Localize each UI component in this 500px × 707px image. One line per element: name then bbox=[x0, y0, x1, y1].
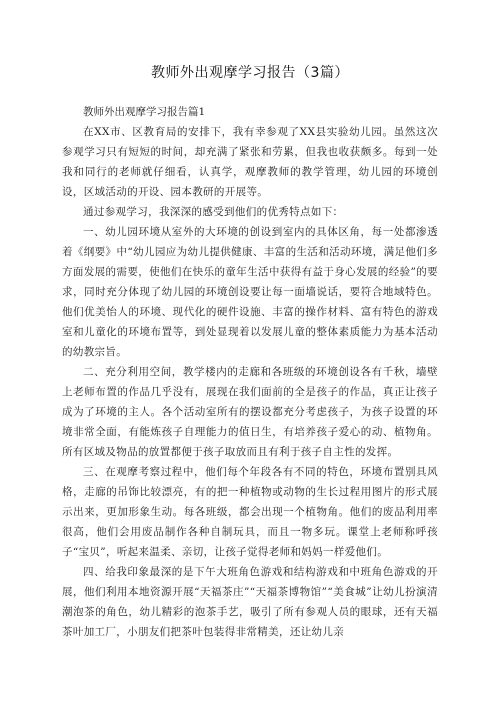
paragraph-point-4: 四、给我印象最深的是下午大班角色游戏和结构游戏和中班角色游戏的开展，他们利用本地资源开展“天福茶庄”“天福茶博物馆”“美食城”让幼儿扮演清潮泡茶的角色，幼儿精彩的泡茶手艺，吸引了所有参观人员的眼球，还有天福茶叶加工厂，小朋友们把茶叶包装得非常精美，还让幼儿亲 bbox=[62, 566, 438, 638]
paragraph-summary: 通过参观学习，我深深的感受到他们的优秀特点如下： bbox=[83, 206, 344, 218]
paragraph-intro: 在XX市、区教育局的安排下，我有幸参观了XX县实验幼儿园。虽然这次参观学习只有短短的时间，却充满了紧张和劳累，但我也收获颇多。每到一处我和同行的老师就仔细看，认真学，观摩教师的教学管理，幼儿园的环境创设，区域活动的开设、园本教研的开展等。 bbox=[62, 126, 438, 198]
section-subtitle: 教师外出观摩学习报告篇1 bbox=[83, 106, 206, 118]
paragraph-point-1: 一、幼儿园环境从室外的大环境的创设到室内的具体区角，每一处都渗透着《纲要》中“幼儿园应为幼儿提供健康、丰富的生活和活动环境，满足他们多方面发展的需要，使他们在快乐的童年生活中获得有益于身心发展的经验”的要求，同时充分体现了幼儿园的环境创设要让每一面墙说话，要符合地域特色。他们优美怡人的环境、现代化的硬件设施、丰富的操作材料、富有特色的游戏室和儿童化的环境布置等，到处显现着以发展儿童的整体素质能力为基本活动的幼教宗旨。 bbox=[62, 226, 438, 358]
document-title: 教师外出观摩学习报告（3篇） bbox=[151, 65, 349, 81]
paragraph-point-3: 三、在观摩考察过程中，他们每个年段各有不同的特色，环境布置别具风格，走廊的吊饰比较漂亮，有的把一种植物或动物的生长过程用图片的形式展示出来，更加形象生动。每各班级，都会出现一个植物角。他们的废品利用率很高，他们会用废品制作各种自制玩具，而且一物多玩。课堂上老师称呼孩子“宝贝”，听起来温柔、亲切，让孩子觉得老师和妈妈一样爱他们。 bbox=[62, 466, 438, 558]
paragraph-point-2: 二、充分利用空间，教学楼内的走廊和各班级的环境创设各有千秋，墙壁上老师布置的作品几乎没有，展现在我们面前的全是孩子的作品，真正让孩子成为了环境的主人。各个活动室所有的摆设都充分考虑孩子，为孩子设置的环境非常全面，有能炼孩子自理能力的值日生，有培养孩子爱心的动、植物角。所有区域及物品的放置都便于孩子取放而且有利于孩子自主性的发挥。 bbox=[62, 366, 438, 458]
document-body bbox=[62, 102, 438, 642]
